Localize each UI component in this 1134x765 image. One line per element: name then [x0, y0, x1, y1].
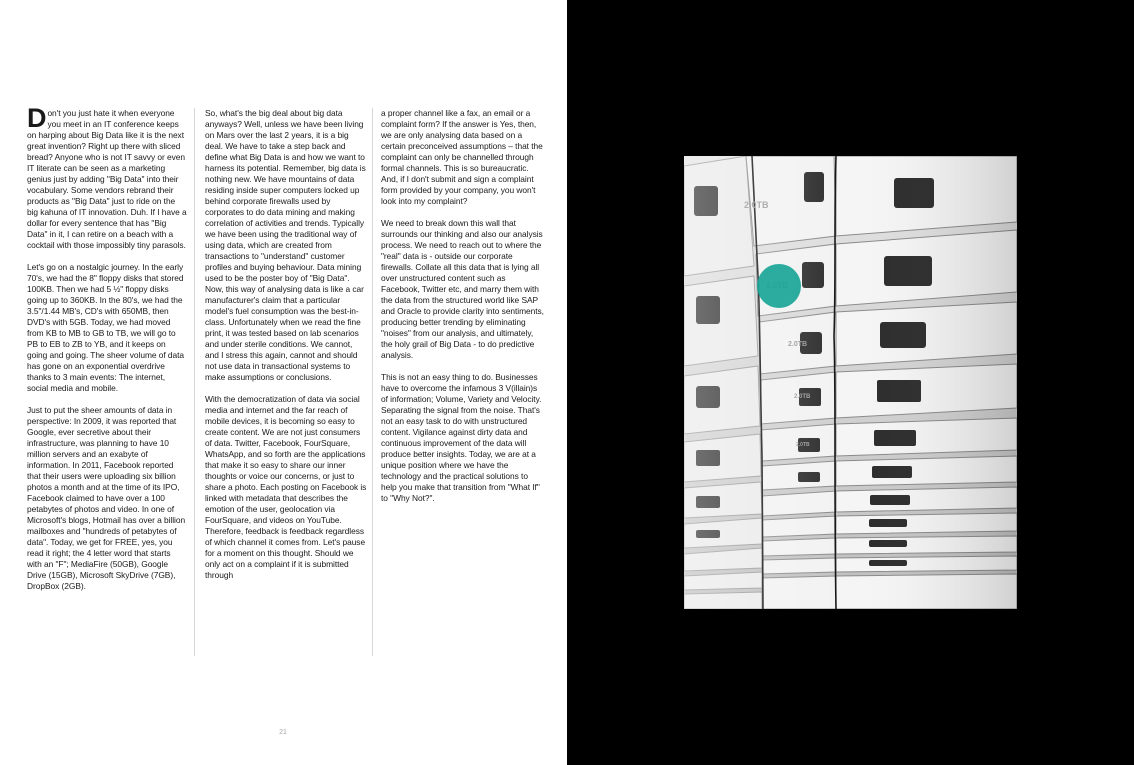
article-column-2: [205, 108, 367, 658]
article-column-3: [381, 108, 545, 658]
paragraph: Let's go on a nostalgic journey. In the early 70's, we had the 8" floppy disks that stored 100KB. Then we had 5 ½" floppy disks going up to 360KB. In the 80's, we had the 3.5"/1.44 MB's, CD's with 650MB, then DVD's with 5GB. Today, we had moved from KB to MB to GB to TB, we will go to PB to EB to ZB to YB, and it keeps on going and going. The sheer volume of data has gone on an exponential overdrive thanks to 3 main events: The internet, social media and mobile.: [27, 262, 185, 393]
paragraph: a proper channel like a fax, an email or a complaint form? If the answer is Yes, then, we are only analysing data based on a certain preconceived assumptions – that the complaint can only be channelled through formal channels. This is so bureaucratic. And, if I don't submit and sign a complaint form provided by your company, you won't look into my complaint?: [381, 108, 543, 206]
paragraph: This is not an easy thing to do. Businesses have to overcome the infamous 3 V(illain)s of information; Volume, Variety and Velocity. Separating the signal from the noise. That's not an easy task to do with unstructured content. Vigilance against dirty data and continuous improvement of the data will produce better insights. Today, we are at a unique position where we have the technology and the practical solutions to help you make that transition from "What If" to "Why Not?".: [381, 372, 542, 503]
paragraph: Just to put the sheer amounts of data in perspective: In 2009, it was reported that Google, ever secretive about their infrastructure, was planning to have 10 million servers and an exabyte of information. In 2011, Facebook reported that their users were uploading six billion photos a month and at the time of its IPO, Facebook claimed to have over a 100 petabytes of photos and video. In one of Microsoft's blogs, Hotmail has over a billion mailboxes and "hundreds of petabytes of data". Today, we get for FREE, yes, you read it right; the 4 letter word that starts with an "F"; MediaFire (50GB), Google Drive (15GB), Microsoft SkyDrive (7GB), DropBox (2GB).: [27, 405, 186, 591]
drop-cap: D: [27, 103, 47, 133]
column-divider: [372, 108, 373, 656]
highlight-circle: [757, 264, 801, 308]
paragraph: [27, 103, 187, 251]
paragraph: So, what's the big deal about big data anyways? Well, unless we have been living on Mars over the last 2 years, it is a big deal. We have to take a step back and define what Big Data is and how we want to harness its potential. Remember, big data is nothing new. We have mountains of data residing inside super computers locked up behind corporate firewalls used by corporates to do data mining and making correlation of activities and trends. Typically we have been using the traditional way of using data, which are created from transactions to "understand" customer profiles and buying behaviour. Data mining used to be the poster boy of "Big Data". Now, this way of analysing data is like a car manufacturer's claim that a particular model's fuel consumption was the best-in-class. Unfortunately when we read the fine print, it was tested based on lab scenarios and under sterile conditions. We cannot, and I stress this again, cannot and should not use data in transactional systems to make assumptions or conclusions.: [205, 108, 366, 382]
paragraph: We need to break down this wall that surrounds our thinking and also our analysis process. We need to reach out to where the "real" data is - outside our corporate firewalls. Collate all this data that is lying all over unstructured content such as Facebook, Twitter etc, and marry them with the data from the structured world like SAP and Oracle to provide clarity into sentiments, producing better trending by eliminating "noises" from our analysis, and ultimately, the holy grail of Big Data - to do predictive analysis.: [381, 218, 544, 360]
paragraph-text: on't you just hate it when everyone you meet in an IT conference keeps on harping about Big Data like it is the next great invention? Right up there with sliced bread? Anyone who is not IT savvy or even IT literate can be seen as a marketing genius just by adding "Big Data" into their vocabulary. Some vendors rebrand their products as "Big Data" just to ride on the big kahuna of IT innovation. Duh. If I have a dollar for every sentence that has "Big Data" in it, I can retire on a beach with a cocktail with those impossibly tiny parasols.: [27, 108, 187, 250]
hard-drive-array-photo: [684, 156, 1017, 609]
column-divider: [194, 108, 195, 656]
paragraph: With the democratization of data via social media and internet and the far reach of mobile devices, it is becoming so easy to create content. We are not just consumers of data. Twitter, Facebook, FourSquare, WhatsApp, and so forth are the applications that make it so easy to share our inner thoughts or voice our concerns, or just to share a photo. Each posting on Facebook is linked with metadata that describes the emotion of the user, geolocation via FourSquare, and videos on YouTube. Therefore, feedback is feedback regardless of which channel it comes from. Let's pause for a moment on this thought. Should we only act on a complaint if it is submitted through: [205, 394, 367, 580]
page-number: 21: [279, 729, 287, 736]
article-column-1: [27, 103, 187, 658]
